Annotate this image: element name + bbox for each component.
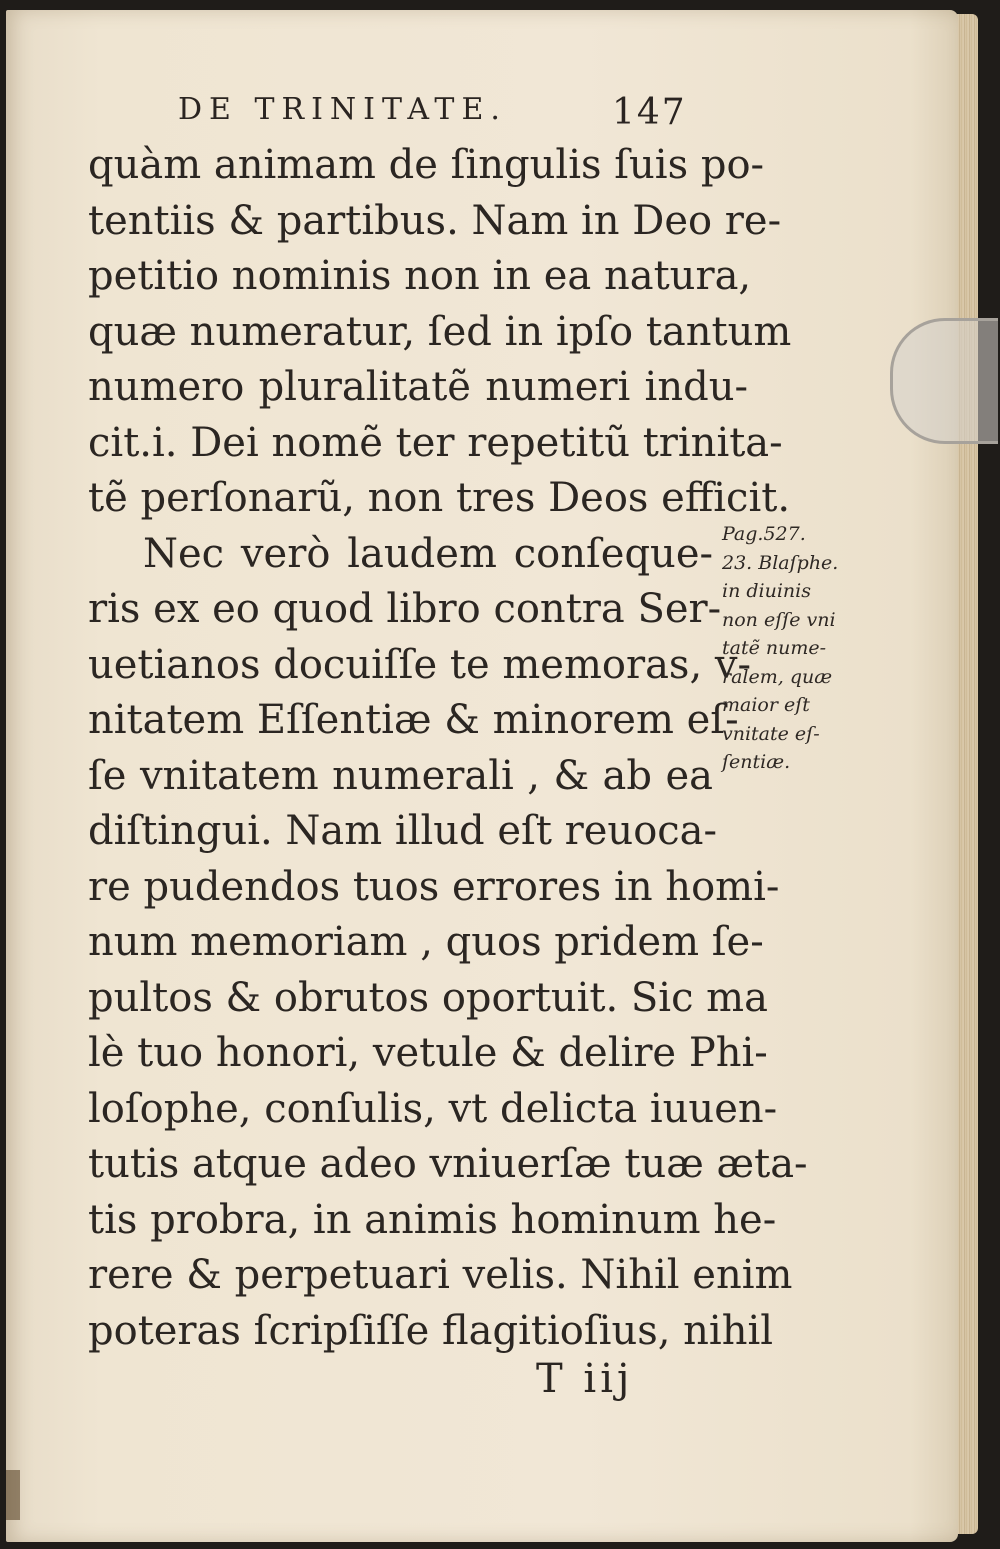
margin-note-line: Pag.527. — [722, 523, 806, 545]
text-line: ſe vnitatem numerali , & ab ea — [88, 752, 713, 799]
text-line: cit.i. Dei nomẽ ter repetitũ trinita- — [88, 419, 783, 466]
text-line: uetianos docuiſſe te memoras, v- — [88, 641, 751, 688]
margin-note — [722, 520, 862, 777]
text-line: Nec verò laudem conſeque- — [143, 530, 713, 577]
text-line: re pudendos tuos errores in homi- — [88, 863, 780, 910]
margin-note-line: non eſſe vni — [722, 608, 836, 631]
text-line: petitio nominis non in ea natura, — [88, 253, 752, 299]
text-line: tẽ perſonarũ, non tres Deos efficit. — [88, 475, 791, 521]
text-line: tutis atque adeo vniuerſæ tuæ æta- — [88, 1141, 808, 1187]
page-clip — [890, 318, 998, 444]
margin-note-line: maior eſt — [722, 694, 810, 716]
page-number: 147 — [612, 92, 687, 133]
text-line: lè tuo honori, vetule & delire Phi- — [88, 1030, 768, 1076]
text-line: nitatem Eſſentiæ & minorem eſ- — [88, 697, 739, 743]
margin-note-line: tatẽ nume- — [722, 637, 827, 659]
text-line: tentiis & partibus. Nam in Deo re- — [88, 197, 782, 244]
text-line: pultos & obrutos oportuit. Sic ma — [88, 974, 768, 1021]
running-title: DE TRINITATE. — [178, 92, 507, 127]
text-line: ris ex eo quod libro contra Ser- — [88, 586, 722, 632]
signature-mark: T iij — [536, 1356, 634, 1402]
margin-note-line: ſentiæ. — [722, 751, 791, 773]
margin-note-line: in diuinis — [722, 580, 811, 602]
margin-note-line: vnitate eſ- — [722, 722, 820, 745]
binding-stain — [6, 1470, 20, 1520]
text-line: quàm animam de ſingulis ſuis po- — [88, 142, 765, 188]
text-line: poteras ſcripſiſſe flagitioſius, nihil — [88, 1307, 774, 1354]
text-line: quæ numeratur, ſed in ipſo tantum — [88, 308, 792, 355]
text-line: tis probra, in animis hominum he- — [88, 1196, 777, 1243]
margin-note-line: 23. Blaſphe. — [722, 551, 839, 574]
text-line: rere & perpetuari velis. Nihil enim — [88, 1252, 793, 1298]
text-line: loſophe, conſulis, vt delicta iuuen- — [88, 1085, 778, 1132]
text-line: diſtingui. Nam illud eſt reuoca- — [88, 808, 718, 854]
margin-note-line: ralem, quæ — [722, 665, 833, 688]
text-line: numero pluralitatẽ numeri indu- — [88, 364, 748, 410]
text-line: num memoriam , quos pridem ſe- — [88, 919, 764, 965]
